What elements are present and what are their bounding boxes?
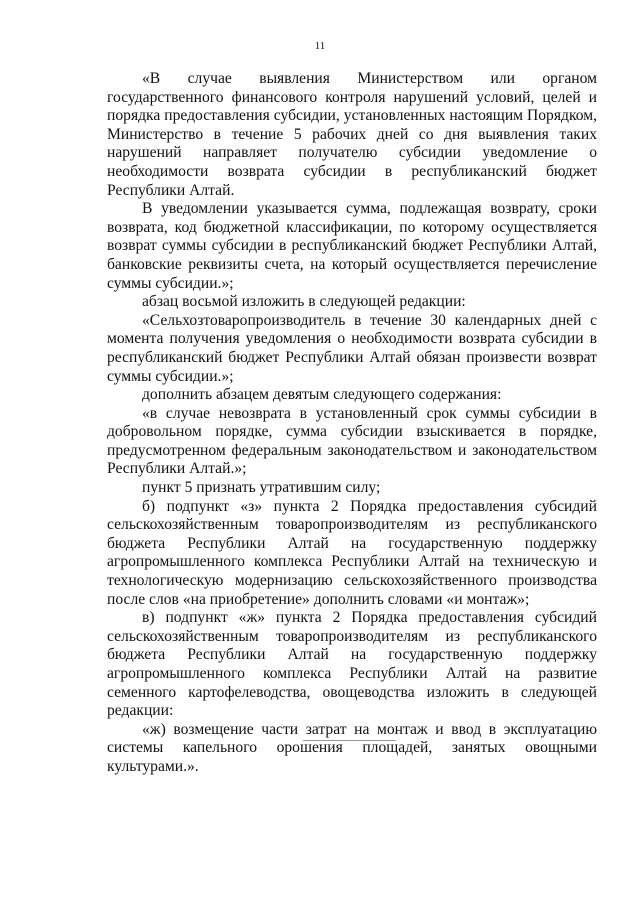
paragraph-subclause-z: б) подпункт «з» пункта 2 Порядка предоставления субсидий сельскохозяйственным товаропроизводителям из республиканского бюджета Республики Алтай на государственную поддержку агропромышленного комплекса Республики Алтай на техническую и технологическую модернизацию сельскохозяйственного производства после слов «на приобретение» дополнить словами «и монтаж»;: [107, 497, 597, 608]
document-body: [107, 70, 597, 777]
end-divider: [303, 740, 396, 741]
page-number: 11: [314, 40, 326, 52]
paragraph-amendment-eighth: абзац восьмой изложить в следующей редакции:: [142, 293, 466, 311]
paragraph-amendment-ninth: дополнить абзацем девятым следующего содержания:: [142, 386, 502, 404]
paragraph-subclause-zh: в) подпункт «ж» пункта 2 Порядка предоставления субсидий сельскохозяйственным товаропроизводителям из республиканского бюджета Республики Алтай на государственную поддержку агропромышленного комплекса Республики Алтай на развитие семенного картофелеводства, овощеводства изложить в следующей редакции:: [107, 609, 597, 720]
paragraph-refund-deadline: «Сельхозтоваропроизводитель в течение 30 календарных дней с момента получения уведомления о необходимости возврата субсидии в республиканский бюджет Республики Алтай обязан произвести возврат суммы субсидии.»;: [107, 311, 597, 385]
paragraph-notification-rule: «В случае выявления Министерством или органом государственного финансового контроля нарушений условий, целей и порядка предоставления субсидии, установленных настоящим Порядком, Министерство в течение 5 рабочих дней со дня выявления таких нарушений направляет получателю субсидии уведомление о необходимости возврата субсидии в республиканский бюджет Республики Алтай.: [107, 70, 597, 199]
paragraph-subclause-zh-text: «ж) возмещение части затрат на монтаж и ввод в эксплуатацию системы капельного орошения площадей, занятых овощными культурами.».: [107, 720, 597, 775]
paragraph-clause-5-void: пункт 5 признать утратившим силу;: [142, 479, 381, 497]
paragraph-notification-contents: В уведомлении указывается сумма, подлежащая возврату, сроки возврата, код бюджетной классификации, по которому осуществляется возврат суммы субсидии в республиканский бюджет Республики Алтай, банковские реквизиты счета, на который осуществляется перечисление суммы субсидии.»;: [107, 200, 597, 292]
paragraph-forced-recovery: «в случае невозврата в установленный срок суммы субсидии в добровольном порядке, сумма субсидии взыскивается в порядке, предусмотренном федеральным законодательством и законодательством Республики Алтай.»;: [107, 404, 597, 478]
